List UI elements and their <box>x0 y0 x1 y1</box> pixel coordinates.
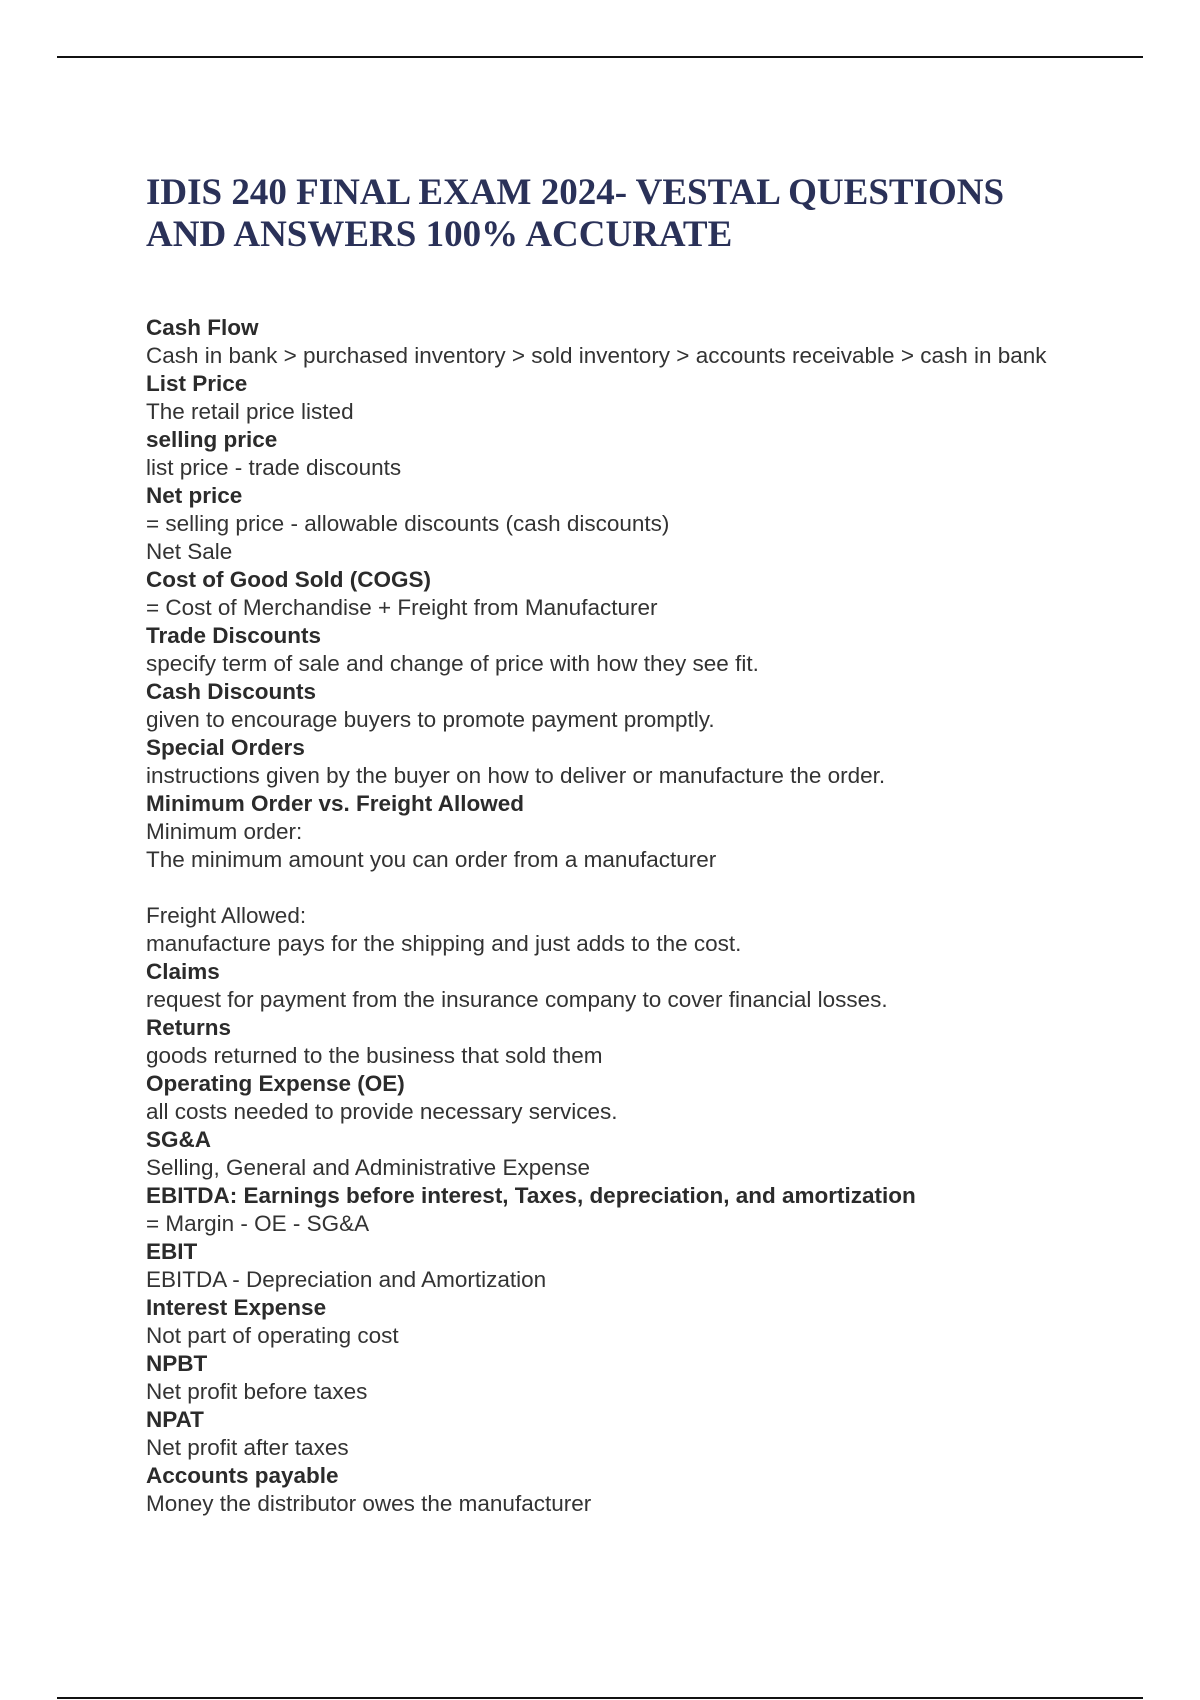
flashcard-list <box>146 314 1086 1518</box>
blank-line <box>146 874 1086 902</box>
flashcard-definition: manufacture pays for the shipping and just adds to the cost. <box>146 931 742 956</box>
flashcard-term: SG&A <box>146 1127 212 1152</box>
flashcard-entry <box>146 1294 1086 1350</box>
flashcard-definition: Net profit after taxes <box>146 1435 349 1460</box>
bottom-rule <box>57 1697 1143 1699</box>
flashcard-term: Cash Flow <box>146 315 259 340</box>
flashcard-term: Operating Expense (OE) <box>146 1071 405 1096</box>
flashcard-term: selling price <box>146 427 278 452</box>
flashcard-definition: list price - trade discounts <box>146 455 402 480</box>
flashcard-term: NPAT <box>146 1407 204 1432</box>
flashcard-definition: Not part of operating cost <box>146 1323 399 1348</box>
flashcard-definition: Net profit before taxes <box>146 1379 368 1404</box>
flashcard-entry <box>146 734 1086 790</box>
flashcard-entry <box>146 314 1086 370</box>
flashcard-term: Cost of Good Sold (COGS) <box>146 567 431 592</box>
flashcard-term: Accounts payable <box>146 1463 339 1488</box>
flashcard-definition: given to encourage buyers to promote payment promptly. <box>146 707 715 732</box>
flashcard-definition: Selling, General and Administrative Expense <box>146 1155 591 1180</box>
flashcard-entry <box>146 1350 1086 1406</box>
flashcard-definition: Money the distributor owes the manufacturer <box>146 1491 592 1516</box>
flashcard-definition: goods returned to the business that sold them <box>146 1043 603 1068</box>
flashcard-definition: request for payment from the insurance company to cover financial losses. <box>146 987 888 1012</box>
flashcard-term: EBITDA: Earnings before interest, Taxes, depreciation, and amortization <box>146 1183 916 1208</box>
flashcard-definition: Net Sale <box>146 539 233 564</box>
flashcard-entry <box>146 370 1086 426</box>
flashcard-entry <box>146 1462 1086 1518</box>
flashcard-definition: Cash in bank > purchased inventory > sold inventory > accounts receivable > cash in bank <box>146 343 1047 368</box>
flashcard-entry <box>146 622 1086 678</box>
flashcard-term: Net price <box>146 483 243 508</box>
flashcard-definition: Minimum order: <box>146 819 303 844</box>
document-title: IDIS 240 FINAL EXAM 2024- VESTAL QUESTIONS AND ANSWERS 100% ACCURATE <box>146 172 1005 255</box>
flashcard-definition: all costs needed to provide necessary services. <box>146 1099 618 1124</box>
flashcard-entry <box>146 790 1086 958</box>
flashcard-term: Special Orders <box>146 735 305 760</box>
flashcard-definition: Freight Allowed: <box>146 903 307 928</box>
flashcard-term: Cash Discounts <box>146 679 317 704</box>
flashcard-definition: = Margin - OE - SG&A <box>146 1211 370 1236</box>
flashcard-entry <box>146 1406 1086 1462</box>
top-rule <box>57 56 1143 58</box>
flashcard-definition: specify term of sale and change of price with how they see fit. <box>146 651 759 676</box>
flashcard-entry <box>146 1182 1086 1238</box>
flashcard-term: EBIT <box>146 1239 198 1264</box>
flashcard-definition: The retail price listed <box>146 399 354 424</box>
flashcard-entry <box>146 1070 1086 1126</box>
flashcard-term: Claims <box>146 959 220 984</box>
flashcard-definition: = Cost of Merchandise + Freight from Manufacturer <box>146 595 658 620</box>
flashcard-entry <box>146 482 1086 566</box>
flashcard-term: Interest Expense <box>146 1295 327 1320</box>
flashcard-entry <box>146 426 1086 482</box>
flashcard-entry <box>146 1238 1086 1294</box>
flashcard-entry <box>146 1014 1086 1070</box>
flashcard-definition: The minimum amount you can order from a manufacturer <box>146 847 717 872</box>
flashcard-entry <box>146 958 1086 1014</box>
flashcard-definition: = selling price - allowable discounts (cash discounts) <box>146 511 670 536</box>
flashcard-definition: instructions given by the buyer on how to deliver or manufacture the order. <box>146 763 886 788</box>
flashcard-term: Returns <box>146 1015 232 1040</box>
flashcard-entry <box>146 678 1086 734</box>
flashcard-term: Minimum Order vs. Freight Allowed <box>146 791 524 816</box>
flashcard-definition: EBITDA - Depreciation and Amortization <box>146 1267 547 1292</box>
flashcard-entry <box>146 566 1086 622</box>
flashcard-term: NPBT <box>146 1351 208 1376</box>
flashcard-term: Trade Discounts <box>146 623 322 648</box>
flashcard-term: List Price <box>146 371 248 396</box>
flashcard-entry <box>146 1126 1086 1182</box>
